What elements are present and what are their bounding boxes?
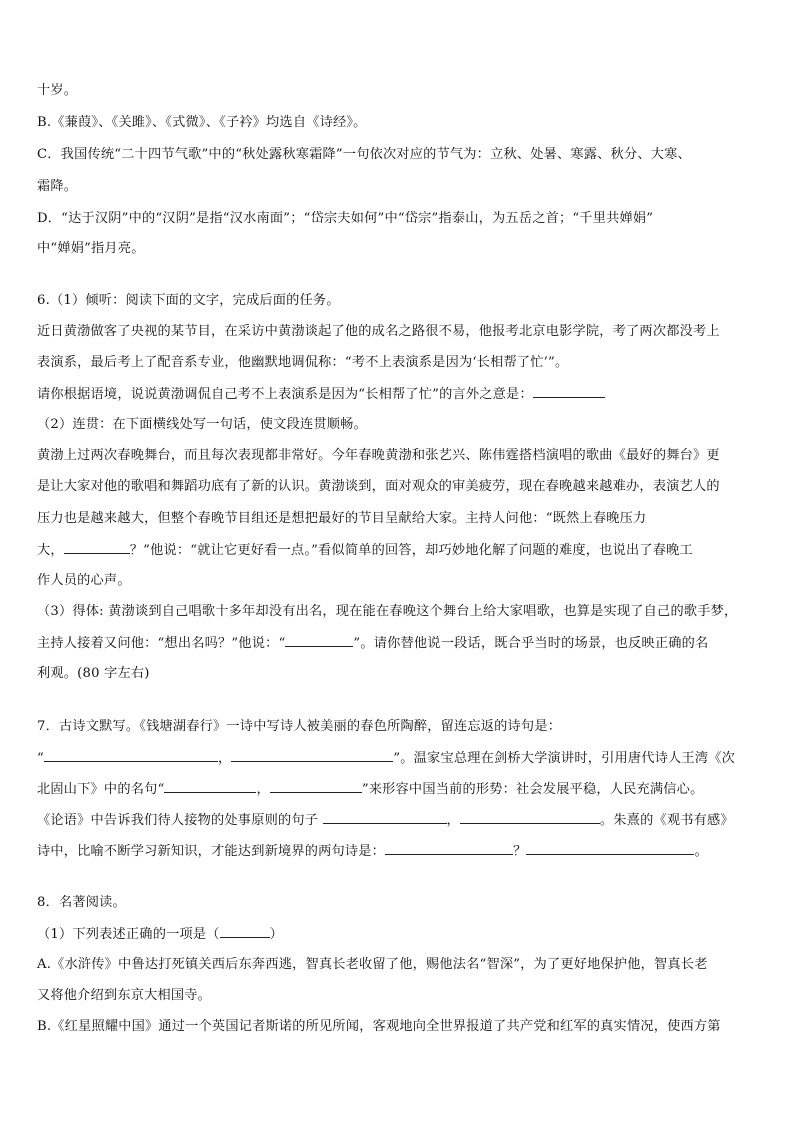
answer-blank[interactable] (285, 634, 353, 647)
answer-blank[interactable] (164, 780, 256, 793)
answer-blank[interactable] (64, 541, 130, 554)
answer-blank[interactable] (460, 811, 600, 824)
text-line: 霜降。 (37, 179, 78, 194)
answer-blank[interactable] (526, 842, 694, 855)
question-6-heading: 6.（1）倾听：阅读下面的文字，完成后面的任务。 (37, 293, 340, 308)
option-c: C．我国传统“二十四节气歌”中的“秋处露秋寒霜降”一句依次对应的节气为：立秋、处暑、寒露、秋分、大寒、 (37, 147, 691, 162)
text-line: 中“婵娟”指月亮。 (37, 241, 145, 256)
text-line (37, 749, 735, 768)
text-segment: ， (256, 782, 270, 797)
question-6-part-3: （3）得体: 黄渤谈到自己唱歌十多年却没有出名，现在能在春晚这个舞台上给大家唱歌，也算是实现了自己的歌手梦， (37, 604, 738, 619)
text-line (37, 842, 708, 861)
text-segment: 大， (37, 543, 64, 558)
text-segment: 。 (694, 844, 708, 859)
answer-blank[interactable] (44, 749, 218, 762)
text-line (37, 811, 734, 830)
text-segment: ， (446, 813, 460, 828)
text-line (37, 541, 693, 560)
answer-blank[interactable] (270, 780, 362, 793)
answer-blank[interactable] (533, 385, 605, 398)
text-line (37, 780, 703, 799)
answer-blank[interactable] (220, 925, 270, 938)
text-segment: ”。温家宝总理在剑桥大学演讲时，引用唐代诗人王湾《次 (393, 751, 735, 766)
question-8-heading: 8．名著阅读。 (37, 895, 126, 910)
text-segment: 诗中，比喻不断学习新知识，才能达到新境界的两句诗是： (37, 844, 386, 859)
text-segment: 《论语》中告诉我们待人接物的处事原则的句子 (37, 813, 323, 828)
text-segment: （1）下列表述正确的一项是（ (37, 927, 220, 942)
answer-blank[interactable] (231, 749, 393, 762)
option-a: A.《水浒传》中鲁达打死镇关西后东奔西逃，智真长老收留了他，赐他法名“智深”，为了更好地保护他，智真长老 (37, 957, 708, 972)
text-line: 近日黄渤做客了央视的某节目，在采访中黄渤谈起了他的成名之路很不易，他报考北京电影学院，考了两次都没考上 (37, 324, 720, 339)
option-b: B.《蒹葭》、《关雎》、《式微》、《子衿》均选自《诗经》。 (37, 115, 367, 130)
text-segment: ？ (513, 844, 527, 859)
text-segment: “ (37, 751, 44, 766)
text-segment: ”。请你替他说一段话，既合乎当时的场景，也反映正确的名 (353, 636, 709, 651)
text-line: 又将他介绍到东京大相国寺。 (37, 988, 212, 1003)
question-7-heading: 7．古诗文默写。《钱塘湖春行》一诗中写诗人被美丽的春色所陶醉，留连忘返的诗句是： (37, 719, 562, 734)
text-segment: ？”他说：“就让它更好看一点。”看似简单的回答，却巧妙地化解了问题的难度，也说出了春晚工 (129, 543, 693, 558)
text-line: 是让大家对他的歌唱和舞蹈功底有了新的认识。黄渤谈到，面对观众的审美疲劳，现在春晚越来越难办，表演艺人的 (37, 479, 720, 494)
question-6-part-2: （2）连贯：在下面横线处写一句话，使文段连贯顺畅。 (37, 417, 367, 432)
text-line (37, 925, 283, 944)
option-b: B.《红星照耀中国》通过一个英国记者斯诺的所见所闻，客观地向全世界报道了共产党和红军的真实情况，使西方第 (37, 1019, 721, 1034)
option-d: D．“达于汉阴”中的“汉阴”是指“汉水南面”；“岱宗夫如何”中“岱宗”指泰山，为五岳之首；“千里共婵娟” (37, 211, 654, 226)
answer-blank[interactable] (323, 811, 447, 824)
answer-blank[interactable] (385, 842, 513, 855)
text-segment: 主持人接着又问他：“想出名吗？”他说：“ (37, 636, 286, 651)
text-line: 十岁。 (37, 83, 78, 98)
text-line: 压力也是越来越大，但整个春晚节目组还是想把最好的节目呈献给大家。主持人问他：“既然上春晚压力 (37, 511, 647, 526)
text-segment: ， (217, 751, 232, 766)
text-segment: 请你根据语境，说说黄渤调侃自己考不上表演系是因为“长相帮了忙”的言外之意是： (37, 387, 533, 402)
text-segment: 北固山下》中的名句“ (37, 782, 165, 797)
text-segment: ） (269, 927, 284, 942)
text-line: 利观。(80 字左右) (37, 666, 150, 681)
text-segment: 。朱熹的《观书有感》 (599, 813, 734, 828)
text-line: 黄渤上过两次春晚舞台，而且每次表现都非常好。今年春晚黄渤和张艺兴、陈伟霆搭档演唱的歌曲《最好的舞台》更 (37, 448, 720, 463)
text-segment: ”来形容中国当前的形势：社会发展平稳，人民充满信心。 (361, 782, 704, 797)
text-line (37, 385, 605, 404)
text-line (37, 634, 708, 653)
text-line: 作人员的心声。 (37, 573, 131, 588)
text-line: 表演系，最后考上了配音系专业，他幽默地调侃称：“考不上表演系是因为‘长相帮了忙’”。 (37, 355, 569, 370)
